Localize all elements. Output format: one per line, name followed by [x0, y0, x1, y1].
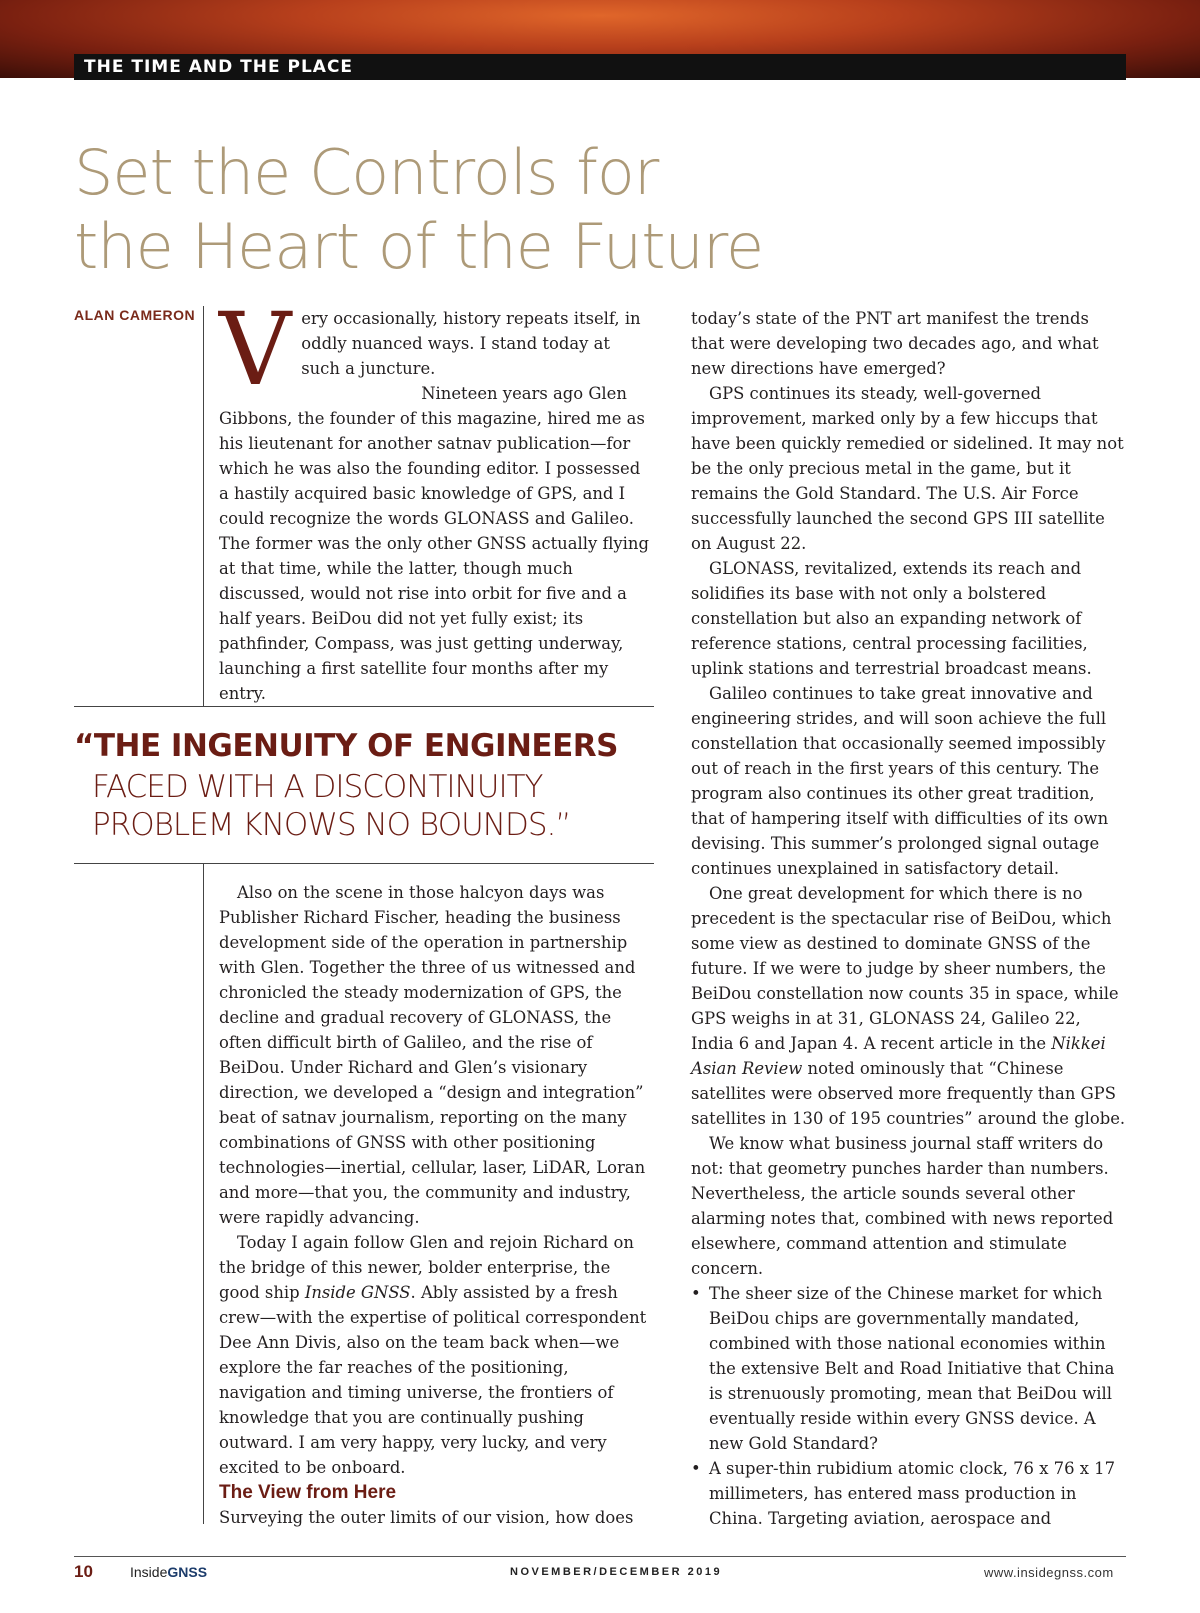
footer-rule	[74, 1556, 1126, 1557]
brand-logo: InsideGNSS	[130, 1564, 208, 1580]
paragraph: Galileo continues to take great innovative and engineering strides, and will soon achieve the full constellation that occasionally seemed impossibly out of reach in the first years of this century. The program also continues its other great tradition, that of hampering itself with difficulties of its own devising. This summer’s prolonged signal outage continues unexplained in satisfactory detail.	[691, 684, 1109, 878]
paragraph: Today I again follow Glen and rejoin Richard on the bridge of this newer, bolder enterprise, the good ship Inside GNSS. Ably assisted by a fresh crew—with the expertise of political correspondent Dee Ann Divis, also on the team back when—we explore the far reaches of the positioning, navigation and timing universe, the frontiers of knowledge that you are continually pushing outward. I am very happy, very lucky, and very excited to be onboard.	[219, 1233, 647, 1477]
paragraph: today’s state of the PNT art manifest the trends that were developing two decades ago, and what new directions have emerged?	[691, 309, 1099, 378]
drop-cap: V	[219, 291, 292, 408]
paragraph: GLONASS, revitalized, extends its reach and solidifies its base with not only a bolstered constellation but also an expanding network of reference stations, central processing facilities, uplink stations and terrestrial broadcast means.	[691, 559, 1092, 678]
column-2	[691, 306, 1127, 1531]
intro-paragraph: Very occasionally, history repeats itself, in oddly nuanced ways. I stand today at such a juncture.	[219, 291, 641, 408]
title-line-1: Set the Controls for	[74, 136, 659, 209]
page-number: 10	[74, 1562, 93, 1581]
paragraph: We know what business journal staff writers do not: that geometry punches harder than numbers. Nevertheless, the article sounds several other alarming notes that, combined with news reported elsewhere, command attention and stimulate concern.	[691, 1134, 1114, 1278]
pullquote-rule-bottom	[74, 863, 654, 864]
paragraph: GPS continues its steady, well-governed improvement, marked only by a few hiccups that have been quickly remedied or sidelined. It may not be the only precious metal in the game, but it remains the Gold Standard. The U.S. Air Force successfully launched the second GPS III satellite on August 22.	[691, 384, 1124, 553]
column-1-bottom	[219, 880, 651, 1530]
pullquote-rule-top	[74, 706, 654, 707]
paragraph: Also on the scene in those halcyon days was Publisher Richard Fischer, heading the business development side of the operation in partnership with Glen. Together the three of us witnessed and chronicled the steady modernization of GPS, the decline and gradual recovery of GLONASS, the often difficult birth of Galileo, and the rise of BeiDou. Under Richard and Glen’s visionary direction, we developed a “design and integration” beat of satnav journalism, reporting on the many combinations of GNSS with other positioning technologies—inertial, cellular, laser, LiDAR, Loran and more—that you, the community and industry, were rapidly advancing.	[219, 883, 646, 1227]
website-url: www.insidegnss.com	[984, 1565, 1114, 1580]
list-item: • The sheer size of the Chinese market for which BeiDou chips are governmentally mandated, combined with those national economies within the extensive Belt and Road Initiative that China is strenuously promoting, mean that BeiDou will eventually reside within every GNSS device. A new Gold Standard?	[709, 1281, 1127, 1456]
column-1-top	[219, 291, 651, 706]
issue-date: NOVEMBER/DECEMBER 2019	[510, 1566, 723, 1578]
pull-quote-bold: “THE INGENUITY OF ENGINEERS	[74, 728, 618, 764]
bullet-list	[691, 1281, 1127, 1531]
column-rule-bottom	[203, 864, 204, 1524]
column-rule-top	[203, 306, 204, 706]
subhead: The View from Here	[219, 1482, 397, 1503]
author-byline: ALAN CAMERON	[74, 307, 196, 323]
pull-quote-light: FACED WITH A DISCONTINUITY PROBLEM KNOWS NO BOUNDS.”	[92, 769, 571, 843]
paragraph: One great development for which there is no precedent is the spectacular rise of BeiDou, which some view as destined to dominate GNSS of the future. If we were to judge by sheer numbers, the BeiDou constellation now counts 35 in space, while GPS weighs in at 31, GLONASS 24, Galileo 22, India 6 and Japan 4. A recent article in the Nikkei Asian Review noted ominously that “Chinese satellites were observed more frequently than GPS satellites in 130 of 195 countries” around the globe.	[691, 884, 1126, 1128]
section-label: THE TIME AND THE PLACE	[84, 57, 354, 77]
title-line-2: the Heart of the Future	[74, 210, 764, 283]
list-item: • A super-thin rubidium atomic clock, 76 x 76 x 17 millimeters, has entered mass production in China. Targeting aviation, aerospace and	[709, 1456, 1127, 1531]
paragraph: Nineteen years ago Glen Gibbons, the founder of this magazine, hired me as his lieutenant for another satnav publication—for which he was also the founding editor. I possessed a hastily acquired basic knowledge of GPS, and I could recognize the words GLONASS and Galileo. The former was the only other GNSS actually flying at that time, while the latter, though much discussed, would not rise into orbit for five and a half years. BeiDou did not yet fully exist; its pathfinder, Compass, was just getting underway, launching a first satellite four months after my entry.	[219, 384, 649, 703]
paragraph: Surveying the outer limits of our vision, how does	[219, 1508, 634, 1527]
article-title	[74, 136, 834, 284]
